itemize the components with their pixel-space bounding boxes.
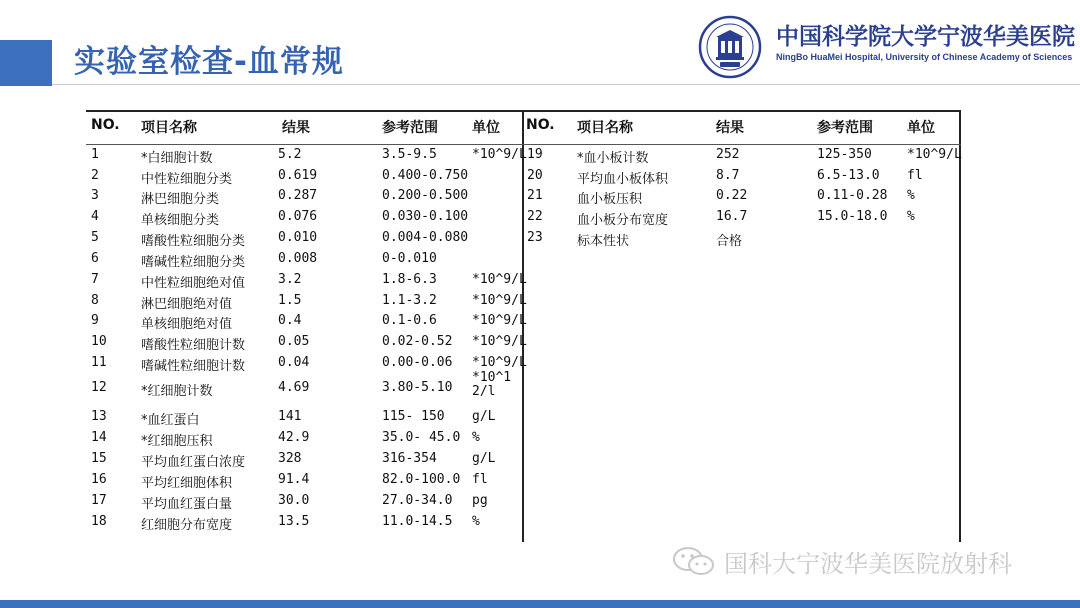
report-right-border (959, 110, 961, 542)
row-name-cell: 平均红细胞体积 (141, 476, 233, 491)
header-result-right: 结果 (716, 120, 744, 136)
row-unit-cell: *10^9/L (472, 313, 527, 328)
row-name-cell: 嗜酸性粒细胞计数 (141, 338, 246, 353)
row-unit-cell: % (472, 430, 480, 445)
row-name-cell: 平均血红蛋白浓度 (141, 455, 246, 470)
row-result-cell: 13.5 (278, 514, 310, 529)
row-result-cell: 0.22 (716, 188, 748, 203)
row-name-cell: 中性粒细胞分类 (141, 172, 233, 187)
row-result-cell: 30.0 (278, 493, 310, 508)
row-range-cell: 0-0.010 (382, 251, 437, 266)
row-name-cell: 标本性状 (577, 234, 630, 249)
header-result-left: 结果 (282, 120, 310, 136)
row-name-cell: 单核细胞绝对值 (141, 317, 233, 332)
header-no-left: NO. (91, 117, 120, 133)
row-range-cell: 0.11-0.28 (817, 188, 888, 203)
page-title: 实验室检查-血常规 (74, 44, 344, 80)
row-unit-cell: *10^9/L (472, 293, 527, 308)
row-name-cell: 平均血红蛋白量 (141, 497, 233, 512)
row-no-cell: 18 (91, 514, 107, 529)
row-no-cell: 23 (527, 230, 543, 245)
wechat-icon (672, 545, 716, 577)
row-range-cell: 11.0-14.5 (382, 514, 453, 529)
blood-routine-report (86, 110, 961, 542)
row-unit-cell: *10^9/L (472, 334, 527, 349)
watermark-text: 国科大宁波华美医院放射科 (724, 549, 1012, 578)
row-name-cell: 嗜碱性粒细胞分类 (141, 255, 246, 270)
row-range-cell: 3.5-9.5 (382, 147, 437, 162)
row-result-cell: 0.05 (278, 334, 310, 349)
row-name-cell: 嗜碱性粒细胞计数 (141, 359, 246, 374)
row-name-cell: 淋巴细胞分类 (141, 192, 220, 207)
row-range-cell: 115- 150 (382, 409, 445, 424)
row-result-cell: 8.7 (716, 168, 740, 183)
hospital-name-cn: 中国科学院大学宁波华美医院 (776, 23, 1075, 50)
wechat-watermark (672, 543, 1012, 579)
row-range-cell: 316-354 (382, 451, 437, 466)
row-range-cell: 1.1-3.2 (382, 293, 437, 308)
row-range-cell: 82.0-100.0 (382, 472, 461, 487)
row-result-cell: 1.5 (278, 293, 302, 308)
row-unit-cell: fl (472, 472, 488, 487)
row-no-cell: 8 (91, 293, 99, 308)
row-result-cell: 16.7 (716, 209, 748, 224)
row-no-cell: 9 (91, 313, 99, 328)
row-no-cell: 3 (91, 188, 99, 203)
row-range-cell: 0.02-0.52 (382, 334, 453, 349)
row-result-cell: 4.69 (278, 380, 310, 395)
row-no-cell: 2 (91, 168, 99, 183)
row-no-cell: 21 (527, 188, 543, 203)
row-no-cell: 14 (91, 430, 107, 445)
row-range-cell: 0.200-0.500 (382, 188, 469, 203)
row-name-cell: *血小板计数 (577, 151, 649, 166)
row-name-cell: *白细胞计数 (141, 151, 213, 166)
title-divider (52, 84, 1080, 85)
row-unit-cell: *10^9/L (472, 147, 527, 162)
header-range-right: 参考范围 (817, 120, 873, 136)
row-result-cell: 91.4 (278, 472, 310, 487)
header-name-right: 项目名称 (577, 120, 633, 136)
header-unit-left: 单位 (472, 120, 500, 136)
row-range-cell: 15.0-18.0 (817, 209, 888, 224)
row-range-cell: 125-350 (817, 147, 872, 162)
row-result-cell: 0.619 (278, 168, 318, 183)
row-no-cell: 5 (91, 230, 99, 245)
row-unit-cell: fl (907, 168, 923, 183)
row-range-cell: 0.400-0.750 (382, 168, 469, 183)
row-result-cell: 42.9 (278, 430, 310, 445)
row-result-cell: 0.4 (278, 313, 302, 328)
row-no-cell: 1 (91, 147, 99, 162)
row-range-cell: 6.5-13.0 (817, 168, 880, 183)
row-unit-cell: *10^9/L (907, 147, 962, 162)
row-no-cell: 12 (91, 380, 107, 395)
header-divider (86, 144, 961, 145)
row-range-cell: 27.0-34.0 (382, 493, 453, 508)
row-result-cell: 5.2 (278, 147, 302, 162)
row-name-cell: 单核细胞分类 (141, 213, 220, 228)
row-name-cell: 平均血小板体积 (577, 172, 669, 187)
row-range-cell: 0.004-0.080 (382, 230, 469, 245)
row-no-cell: 19 (527, 147, 543, 162)
row-name-cell: 血小板压积 (577, 192, 643, 207)
header-unit-right: 单位 (907, 120, 935, 136)
row-no-cell: 15 (91, 451, 107, 466)
row-unit-cell: *10^12/l (472, 370, 512, 399)
hospital-name-en: NingBo HuaMei Hospital, University of Chinese Academy of Sciences (776, 52, 1073, 62)
bottom-accent-bar (0, 600, 1080, 608)
row-result-cell: 0.287 (278, 188, 318, 203)
row-name-cell: 淋巴细胞绝对值 (141, 297, 233, 312)
row-range-cell: 0.030-0.100 (382, 209, 469, 224)
row-range-cell: 0.00-0.06 (382, 355, 453, 370)
row-no-cell: 4 (91, 209, 99, 224)
row-no-cell: 20 (527, 168, 543, 183)
row-range-cell: 0.1-0.6 (382, 313, 437, 328)
row-unit-cell: pg (472, 493, 488, 508)
row-no-cell: 16 (91, 472, 107, 487)
row-unit-cell: % (907, 188, 915, 203)
row-no-cell: 22 (527, 209, 543, 224)
row-name-cell: 嗜酸性粒细胞分类 (141, 234, 246, 249)
row-name-cell: 血小板分布宽度 (577, 213, 669, 228)
row-name-cell: 中性粒细胞绝对值 (141, 276, 246, 291)
row-unit-cell: % (472, 514, 480, 529)
header-name-left: 项目名称 (141, 120, 197, 136)
row-unit-cell: % (907, 209, 915, 224)
row-result-cell: 0.04 (278, 355, 310, 370)
row-name-cell: *血红蛋白 (141, 413, 200, 428)
header-range-left: 参考范围 (382, 120, 438, 136)
row-range-cell: 3.80-5.10 (382, 380, 453, 395)
row-no-cell: 11 (91, 355, 107, 370)
header-no-right: NO. (526, 117, 555, 133)
row-no-cell: 10 (91, 334, 107, 349)
row-name-cell: 红细胞分布宽度 (141, 518, 233, 533)
row-result-cell: 3.2 (278, 272, 302, 287)
row-no-cell: 17 (91, 493, 107, 508)
hospital-logo (698, 15, 762, 79)
row-result-cell: 合格 (716, 234, 743, 249)
row-result-cell: 328 (278, 451, 302, 466)
row-no-cell: 7 (91, 272, 99, 287)
row-name-cell: *红细胞压积 (141, 434, 213, 449)
row-unit-cell: *10^9/L (472, 272, 527, 287)
row-unit-cell: *10^9/L (472, 355, 527, 370)
row-result-cell: 0.010 (278, 230, 318, 245)
row-no-cell: 6 (91, 251, 99, 266)
row-name-cell: *红细胞计数 (141, 384, 213, 399)
row-range-cell: 1.8-6.3 (382, 272, 437, 287)
row-unit-cell: g/L (472, 409, 496, 424)
title-accent-bar (0, 40, 52, 86)
row-result-cell: 0.008 (278, 251, 318, 266)
row-unit-cell: g/L (472, 451, 496, 466)
row-result-cell: 252 (716, 147, 740, 162)
row-range-cell: 35.0- 45.0 (382, 430, 461, 445)
row-result-cell: 0.076 (278, 209, 318, 224)
row-result-cell: 141 (278, 409, 302, 424)
row-no-cell: 13 (91, 409, 107, 424)
